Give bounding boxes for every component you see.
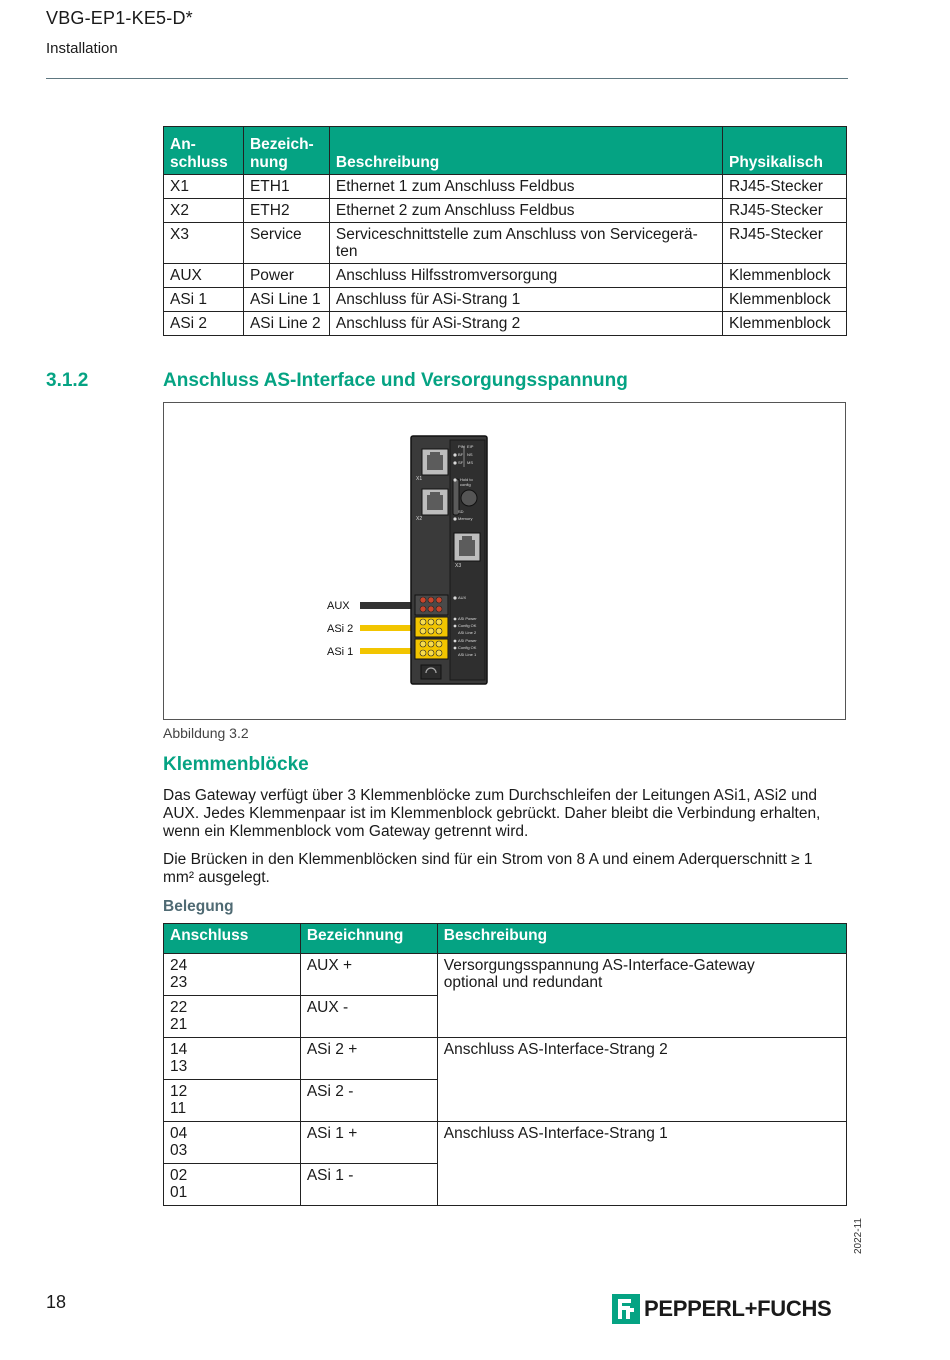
date-code-text: 2022-11 [853,1218,864,1254]
pepperl-fuchs-logo [612,1294,831,1324]
table-cell: X3 [164,223,244,264]
table-cell: RJ45-Stecker [723,223,847,264]
table-row [164,954,847,996]
terminal-assignment-table [163,923,847,1206]
table-cell: ASi 1 [164,288,244,312]
section-number: 3.1.2 [46,370,89,391]
x2-port-icon [422,489,448,515]
column-header: Beschreibung [437,924,846,954]
aux-label: AUX [327,600,350,612]
ns-led-label: NS [467,452,473,457]
asi2-cable [360,625,416,631]
table-row [164,288,847,312]
pin-numbers: 12 11 [164,1080,301,1122]
bf-led-label: BF [458,452,464,457]
asi1-cable [360,648,416,654]
terminal-description: Anschluss AS-Interface-Strang 2 [437,1038,846,1122]
aux-terminal-block-icon [415,595,448,615]
pepperl-fuchs-emblem-icon [612,1294,640,1324]
table-row [164,1038,847,1080]
terminal-description: Anschluss AS-Interface-Strang 1 [437,1122,846,1206]
asi2-power-label: ASi Power [458,616,477,621]
table-row [164,199,847,223]
table-cell: ASi Line 2 [243,312,329,336]
column-header: Bezeichnung [300,924,437,954]
x1-label: X1 [416,476,423,482]
asi1-power-label: ASi Power [458,638,477,643]
table-row [164,175,847,199]
asi1-terminal-block-icon [415,639,448,659]
table-row [164,312,847,336]
sd-label: SD [458,509,464,514]
table-cell: Klemmenblock [723,312,847,336]
terminal-name: AUX - [300,996,437,1038]
table-cell: AUX [164,264,244,288]
table-cell: Anschluss für ASi-Strang 1 [329,288,722,312]
pin-numbers: 14 13 [164,1038,301,1080]
body-paragraph: Die Brücken in den Klemmenblöcken sind für ein Strom von 8 A und einem Aderquerschnitt ≥ 1 mm² ausgelegt. [163,851,813,886]
terminal-description: Versorgungsspannung AS-Interface-Gateway optional und redundant [437,954,846,1038]
table-cell: Service [243,223,329,264]
table-cell: RJ45-Stecker [723,199,847,223]
table-cell: RJ45-Stecker [723,175,847,199]
terminal-name: ASi 2 - [300,1080,437,1122]
table-cell: Serviceschnittstelle zum Anschluss von Servicegerä- ten [329,223,722,264]
figure-frame [163,402,846,720]
table-cell: Ethernet 1 zum Anschluss Feldbus [329,175,722,199]
asi1-config-ok-label: Config OK [458,645,477,650]
asi-line1-label: ASi Line 1 [458,652,477,657]
table-cell: Anschluss Hilfsstromversorgung [329,264,722,288]
asi2-config-ok-label: Config OK [458,623,477,628]
table-cell: ASi 2 [164,312,244,336]
aux-led-label: AUX [458,595,467,600]
page-number: 18 [46,1292,67,1312]
memory-label: Memory [458,516,473,521]
column-header: An- schluss [164,127,244,175]
connections-table [163,126,847,336]
terminal-name: ASi 2 + [300,1038,437,1080]
subsection-title: Klemmenblöcke [163,754,309,775]
pin-numbers: 04 03 [164,1122,301,1164]
x2-label: X2 [416,516,423,522]
x3-label: X3 [455,563,462,569]
section-title: Anschluss AS-Interface und Versorgungsspannung [163,370,628,391]
terminal-name: ASi 1 - [300,1164,437,1206]
pin-numbers: 24 23 [164,954,301,996]
table-cell: X1 [164,175,244,199]
column-header: Bezeich- nung [243,127,329,175]
table-cell: Klemmenblock [723,288,847,312]
table-cell: Anschluss für ASi-Strang 2 [329,312,722,336]
asi-line2-label: ASi Line 2 [458,630,477,635]
figure-caption: Abbildung 3.2 [163,725,249,741]
x1-port-icon [422,449,448,475]
ms-led-label: MS [467,460,473,465]
sf-led-label: SF [458,460,464,465]
document-title: VBG-EP1-KE5-D* [46,8,193,28]
aux-cable [360,602,416,609]
table-cell: Ethernet 2 zum Anschluss Feldbus [329,199,722,223]
table-cell: X2 [164,199,244,223]
table-row [164,223,847,264]
asi2-terminal-block-icon [415,617,448,637]
table-row [164,264,847,288]
gateway-illustration [164,403,845,719]
column-header: Beschreibung [329,127,722,175]
chapter-title: Installation [46,40,118,57]
asi2-label: ASi 2 [327,623,354,635]
column-header: Anschluss [164,924,301,954]
table-cell: Power [243,264,329,288]
body-paragraph: Das Gateway verfügt über 3 Klemmenblöcke zum Durchschleifen der Leitungen ASi1, ASi2 und AUX. Jedes Klemmenpaar ist im Klemmenblock gebrückt. Daher bleibt die Verbindung erhalten, wenn ein Klemmenblock vom Gateway getrennt wird. [163,787,821,840]
eip-label: EIP [467,444,474,449]
table-row [164,1122,847,1164]
din-clip-icon [421,665,441,679]
table-cell: Klemmenblock [723,264,847,288]
x3-port-icon [454,533,480,561]
table-cell: ETH2 [243,199,329,223]
logo-wordmark: PEPPERL+FUCHS [644,1296,832,1321]
asi1-label: ASi 1 [327,646,354,658]
header-divider [46,78,848,79]
pin-numbers: 22 21 [164,996,301,1038]
table-heading: Belegung [163,898,234,915]
config-button-icon [461,490,477,506]
hold-label: Hold to [460,477,473,482]
pin-label: PIN [458,444,465,449]
column-header: Physikalisch [723,127,847,175]
table-header-row [164,924,847,954]
pin-numbers: 02 01 [164,1164,301,1206]
table-cell: ASi Line 1 [243,288,329,312]
table-cell: ETH1 [243,175,329,199]
table-header-row [164,127,847,175]
config-label: config [460,482,471,487]
terminal-name: ASi 1 + [300,1122,437,1164]
terminal-name: AUX + [300,954,437,996]
